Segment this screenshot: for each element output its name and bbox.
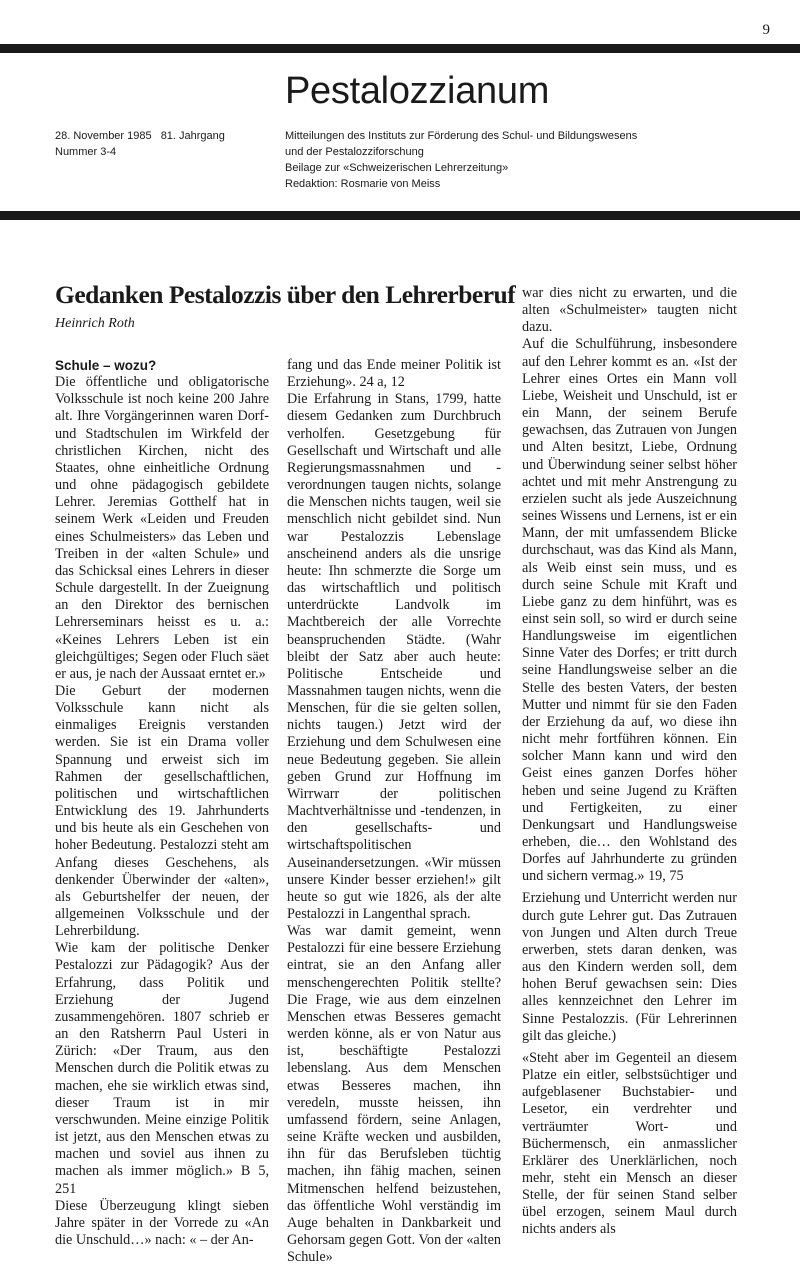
page-number: 9 (762, 22, 770, 38)
publication-description (285, 128, 765, 192)
issue-info (55, 128, 275, 160)
paragraph: «Steht aber im Gegenteil an diesem Platze ein eitler, selbstsüchtiger und aufgeblasener Buchstabier- und Lesetor, ein verdrehter und verträumter Wort- und Büchermensch, ein anmasslicher Erklärer des Unerklärlichen, noch mehr, steht ein Mensch an dieser Stelle, der für seinen Stand selber übel erzogen, seinem Maul durch nichts anders als (522, 1049, 737, 1238)
section-heading: Schule – wozu? (55, 358, 157, 373)
paragraph: Diese Überzeugung klingt sieben Jahre später in der Vorrede zu «An die Unschuld…» nach: « – der An- (55, 1197, 269, 1248)
description-line: Redaktion: Rosmarie von Meiss (285, 178, 441, 190)
paragraph: Erziehung und Unterricht werden nur durch gute Lehrer gut. Das Zutrauen von Jungen und Alten durch Treue erwerben, stets daran denken, was aus den Kindern werden soll, dem hohen Beruf gewachsen sein: Dies alles kennzeichnet den Lehrer im Sinne Pestalozzis. (Für Lehrerinnen gilt das gleiche.) (522, 890, 737, 1044)
article-column-2 (287, 357, 501, 1266)
article-column-1 (55, 357, 269, 1249)
paragraph: Auf die Schulführung, insbesondere auf den Lehrer kommt es an. «Ist der Lehrer eines Ortes ein Mann voll Liebe, Weisheit und Unschuld, ist er ein Mann, der seinem Berufe gewachsen, das Zutrauen von Jungen und Alten besitzt, Liebe, Ordnung und Überwindung seiner selbst höher achtet und mit mehr Anstrengung zu erzielen sucht als jede Auszeichnung seines Wissens und Lernens, ist er ein Mann, der mit umfassendem Blicke durchschaut, was das Kind als Mann, als Weib einst sein muss, und es durch seine Schule mit Kraft und Liebe ganz zu dem hinführt, was es einst sein soll, so wird er durch seine Handlungsweise im eigentlichen Sinne Vater des Dorfes; er tritt durch seine Handlungsweise selber an die Stelle des besten Vaters, der besten Mutter und nimmt für sie den Faden der Erziehung da auf, wo diese ihn nicht mehr fortführen können. Ein solcher Mann kann und wird den Geist eines ganzen Dorfes höher heben und seine Jugend zu Kräften und Fertigkeiten, zu einer Denkungsart und Handlungsweise erheben, die… den Wohlstand des Dorfes auf Jahrhunderte zu gründen und sichern vermag.» 19, 75 (522, 336, 737, 885)
article-title: Gedanken Pestalozzis über den Lehrerberuf (55, 280, 516, 309)
paragraph: Was war damit gemeint, wenn Pestalozzi für eine bessere Erziehung eintrat, sie an den Anfang aller menschengerechten Politik stellte? Die Frage, wie aus dem einzelnen Menschen etwas Besseres gemacht werden könne, als er von Natur aus ist, beschäftigte Pestalozzi lebenslang. Aus dem Menschen etwas Besseres machen, ihn veredeln, musste heissen, ihn umfassend fördern, seine Anlagen, seine Kräfte wecken und ausbilden, ihn für das Berufsleben tüchtig machen, ihn fähig machen, seinen Mitmenschen helfend beizustehen, das öffentliche Wohl verständig im Auge behalten in Dankbarkeit und Gehorsam gegen Gott. Von der «alten Schule» (287, 923, 501, 1266)
issue-number: Nummer 3-4 (55, 146, 117, 158)
paragraph: Wie kam der politische Denker Pestalozzi zur Pädagogik? Aus der Erfahrung, dass Politik und Erziehung der Jugend zusammengehören. 1807 schrieb er an den Ratsherrn Paul Usteri in Zürich: «Der Traum, aus den Menschen durch die Politik etwas zu machen, ehe sie wirklich etwas sind, dieser Traum ist in mir verschwunden. Meine einzige Politik ist jetzt, aus den Menschen etwas zu machen und soviel aus ihnen zu machen als immer möglich.» B 5, 251 (55, 940, 269, 1197)
description-line: Beilage zur «Schweizerischen Lehrerzeitung» (285, 162, 509, 174)
article-author: Heinrich Roth (55, 316, 135, 331)
paragraph: Die öffentliche und obligatorische Volksschule ist noch keine 200 Jahre alt. Ihre Vorgängerinnen waren Dorf- und Stadtschulen im Wirkfeld der christlichen Kirchen, nicht des Staates, ohne einheitliche Ordnung und ohne pädagogisch gebildete Lehrer. Jeremias Gotthelf hat in seinem Werk «Leiden und Freuden eines Schulmeisters» das Leben und Treiben in der «alten Schule» und das Schicksal eines Lehrers in dieser Schule dargestellt. In der Zueignung an den Direktor des bernischen Lehrerseminars heisst es u. a.: «Keines Lehrers Leben ist ein gleichgültiges; Segen oder Fluch säet er aus, je nach der Aussaat erntet er.» (55, 374, 269, 682)
paragraph: Die Geburt der modernen Volksschule kann nicht als einmaliges Ereignis verstanden werden. Sie ist ein Drama voller Spannung und erweist sich im Rahmen der gesellschaftlichen, politischen und wirtschaftlichen Entwicklung des 19. Jahrhunderts und bis heute als ein Geschehen von hoher Bedeutung. Pestalozzi steht am Anfang dieses Geschehens, als denkender Überwinder der «alten», als Geburtshelfer der neuen, der allgemeinen Volksschule und der Lehrerbildung. (55, 682, 269, 940)
issue-date: 28. November 1985 (55, 130, 152, 142)
paragraph: Die Erfahrung in Stans, 1799, hatte diesem Gedanken zum Durchbruch verholfen. Gesetzgebung für Gesellschaft und Wirtschaft und alle Regierungsmassnahmen und -verordnungen taugen nichts, solange die Menschen nichts taugen, weil sie menschlich nicht gebildet sind. Nun war Pestalozzis Lebenslage anscheinend anders als die unsrige heute: Ihn schmerzte die Sorge um das wirtschaftlich und politisch unterdrückte Landvolk im Machtbereich der alle Vorrechte beanspruchenden Städte. (Wahr bleibt der Satz aber auch heute: Politische Entscheide und Massnahmen taugen nichts, wenn die Menschen, für die sie gelten sollen, nichts taugen.) Jetzt wird der Erziehung und dem Schulwesen eine neue Bedeutung gegeben. Sie allein geben Grund zur Hoffnung im Wirrwarr der politischen Machtverhältnisse und -tendenzen, in den gesellschafts- und wirtschaftspolitischen Auseinandersetzungen. «Wir müssen unsere Kinder besser erziehen!» gilt heute so gut wie 1826, als der alte Pestalozzi in Langenthal sprach. (287, 391, 501, 922)
issue-volume: 81. Jahrgang (160, 130, 225, 142)
article-column-3 (522, 285, 737, 1239)
header-bottom-rule (0, 211, 800, 220)
description-line: Mitteilungen des Instituts zur Förderung des Schul- und Bildungswesens (285, 130, 638, 142)
paragraph: fang und das Ende meiner Politik ist Erziehung». 24 a, 12 (287, 357, 501, 391)
header-top-rule (0, 44, 800, 53)
paragraph: war dies nicht zu erwarten, und die alten «Schulmeister» taugten nicht dazu. (522, 285, 737, 336)
masthead-title: Pestalozzianum (285, 70, 550, 112)
description-line: und der Pestalozziforschung (285, 146, 424, 158)
